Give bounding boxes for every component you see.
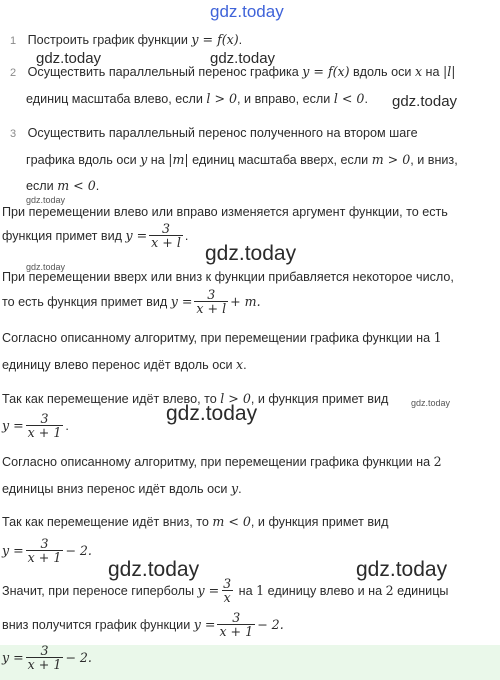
text: функция примет вид — [2, 229, 126, 244]
math: x — [236, 357, 244, 372]
paragraph-5-line-2 — [2, 481, 242, 496]
math: y — [230, 481, 239, 496]
paragraph-3-line-1 — [2, 330, 442, 345]
answer-formula — [2, 644, 92, 673]
step-math: y = f(x) — [191, 32, 239, 47]
paragraph-2: При перемещении вверх или вниз к функции прибавляется некоторое число, — [2, 270, 454, 284]
step-math: y = f(x) — [302, 64, 350, 79]
step-number: 1 — [10, 35, 17, 47]
step-math: l < 0 — [333, 91, 365, 106]
formula-tail: − 2. — [257, 617, 284, 633]
fraction — [194, 288, 228, 317]
numerator: 3 — [162, 221, 171, 236]
fraction — [26, 644, 64, 673]
numerator: 3 — [40, 536, 49, 551]
numerator: 3 — [40, 643, 49, 658]
text: . — [65, 419, 69, 434]
text: . — [243, 358, 247, 372]
text: вниз получится график функции — [2, 618, 194, 633]
formula-tail: − 2. — [65, 650, 92, 666]
step-number: 3 — [10, 128, 17, 140]
step-text: графика вдоль оси — [26, 153, 141, 167]
paragraph-3-line-2 — [2, 357, 247, 372]
step-math: m < 0 — [57, 178, 96, 193]
step-text: если — [26, 179, 58, 193]
text: . — [238, 482, 242, 496]
numerator: 3 — [232, 610, 241, 625]
step-math: l > 0 — [206, 91, 238, 106]
formula-4 — [2, 537, 92, 566]
paragraph-1: При перемещении влево или вправо изменяется аргумент функции, то есть — [2, 205, 448, 219]
step-text: . — [364, 92, 368, 106]
step-math: |m| — [168, 152, 189, 167]
text: единицу влево перенос идёт вдоль оси — [2, 358, 237, 372]
paragraph-2-formula-line — [2, 288, 261, 317]
step-2-line-2 — [26, 91, 368, 106]
math: 2 — [433, 454, 442, 469]
watermark: gdz.today — [411, 398, 451, 408]
step-text: , и вниз, — [410, 153, 458, 167]
denominator: x + 1 — [219, 624, 254, 640]
formula-lhs: y = — [170, 294, 193, 310]
step-math: |l| — [443, 64, 456, 79]
step-2-line-1 — [10, 64, 456, 79]
formula-lhs: y = — [197, 583, 220, 599]
step-math: x — [414, 64, 423, 79]
paragraph-8 — [2, 611, 284, 640]
text: на — [235, 584, 257, 599]
formula-tail: + m. — [230, 294, 261, 310]
step-text: . — [95, 179, 100, 193]
step-text: Построить график функции — [27, 33, 192, 47]
text: Так как перемещение идёт влево, то — [2, 392, 221, 406]
numerator: 3 — [207, 287, 216, 302]
step-1 — [10, 32, 242, 47]
text: единицы — [393, 584, 449, 599]
text: Значит, при переносе гиперболы — [2, 584, 198, 599]
fraction — [26, 412, 64, 441]
step-number: 2 — [10, 67, 17, 79]
watermark: gdz.today — [108, 558, 200, 581]
step-text: на — [147, 153, 169, 167]
formula-3 — [2, 412, 69, 441]
formula-lhs: y = — [2, 418, 24, 434]
denominator: x — [223, 590, 231, 606]
text: Согласно описанному алгоритму, при перемещении графика функции на — [2, 455, 434, 469]
step-text: Осуществить параллельный перенос графика — [27, 65, 303, 79]
watermark: gdz.today — [26, 262, 66, 272]
text: . — [184, 229, 189, 244]
watermark-top: gdz.today — [210, 2, 284, 21]
formula-lhs: y = — [2, 543, 24, 559]
formula-tail: − 2. — [65, 543, 92, 559]
step-math: m > 0 — [371, 152, 411, 167]
formula-lhs: y = — [2, 650, 24, 666]
step-text: единиц масштаба вверх, если — [188, 153, 372, 167]
watermark: gdz.today — [166, 402, 258, 425]
step-text-end: . — [238, 33, 243, 47]
fraction — [149, 222, 183, 251]
denominator: x + 1 — [27, 550, 62, 566]
formula-lhs: y = — [193, 617, 216, 633]
step-text: , и вправо, если — [237, 92, 334, 106]
denominator: x + 1 — [27, 657, 62, 673]
numerator: 3 — [223, 576, 232, 591]
watermark: gdz.today — [210, 50, 276, 67]
watermark: gdz.today — [36, 50, 102, 67]
math: l > 0 — [220, 391, 251, 406]
step-3-line-3 — [26, 178, 99, 193]
text: единицы вниз перенос идёт вдоль оси — [2, 482, 231, 496]
denominator: x + 1 — [27, 425, 62, 441]
step-text: на — [422, 65, 444, 79]
formula-lhs: y = — [125, 228, 148, 244]
paragraph-5-line-1 — [2, 454, 442, 469]
step-3-line-1 — [10, 126, 418, 140]
text: Согласно описанному алгоритму, при перемещении графика функции на — [2, 331, 434, 345]
step-math: y — [140, 152, 148, 167]
text: Так как перемещение идёт вниз, то — [2, 515, 213, 529]
text: , и функция примет вид — [250, 392, 389, 406]
denominator: x + l — [151, 235, 181, 251]
step-3-line-2 — [26, 152, 458, 167]
math: 2 — [385, 583, 394, 599]
fraction — [217, 611, 255, 640]
math: 1 — [433, 330, 442, 345]
paragraph-7 — [2, 577, 448, 606]
numerator: 3 — [40, 411, 49, 426]
watermark: gdz.today — [356, 558, 448, 581]
paragraph-6 — [2, 514, 388, 529]
math: 1 — [256, 583, 265, 599]
watermark: gdz.today — [205, 242, 297, 265]
fraction — [221, 577, 233, 606]
step-text: единиц масштаба влево, если — [26, 92, 207, 106]
math: m < 0 — [212, 514, 251, 529]
fraction — [26, 537, 64, 566]
watermark: gdz.today — [26, 195, 66, 205]
watermark: gdz.today — [392, 93, 458, 110]
step-text: вдоль оси — [349, 65, 415, 79]
denominator: x + l — [196, 301, 227, 317]
text: , и функция примет вид — [250, 515, 389, 529]
paragraph-1-formula-line — [2, 222, 188, 251]
text: единицу влево и на — [264, 584, 386, 599]
step-text: Осуществить параллельный перенос полученного на втором шаге — [27, 126, 418, 140]
text: то есть функция примет вид — [2, 295, 171, 310]
